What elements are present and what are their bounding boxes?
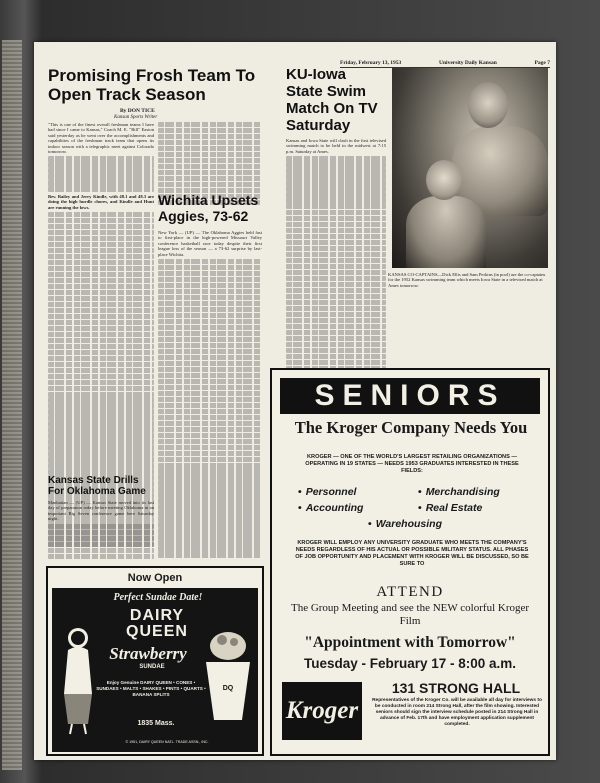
binder-strip bbox=[2, 40, 22, 770]
folio-page: Page 7 bbox=[534, 60, 550, 66]
folio-date: Friday, February 13, 1953 bbox=[340, 60, 402, 66]
kroger-headline: The Kroger Company Needs You bbox=[294, 418, 528, 437]
kroger-hall-note: Representatives of the Kroger Co. will be available all day for interviews to be conducted in room 214 Strong Hall, after the film showing. Interested seniors should sign the interview schedule posted in 214 Strong Hall in advance of Feb. 17th and have employment application supplement completed. bbox=[372, 698, 542, 727]
dq-menu: Enjoy Genuine DAIRY QUEEN • CONES • SUNDAES • MALTS • SHAKES • PINTS • QUARTS • BANANA SPLITS bbox=[96, 680, 206, 697]
newspaper-page bbox=[34, 42, 556, 760]
kroger-film-title: "Appointment with Tomorrow" bbox=[304, 634, 516, 651]
kroger-body-2: KROGER WILL EMPLOY ANY UNIVERSITY GRADUATE WHO MEETS THE COMPANY'S NEEDS REGARDLESS OF HIS ACTUAL OR POSSIBLE MILITARY STATUS. ALL PHASES OF JOB OPPORTUNITY AND PLACEMENT WITH KROGER WILL BE DISCUSSED, SO BE SURE TO bbox=[295, 540, 529, 567]
seniors-banner: SENIORS bbox=[280, 378, 540, 414]
dq-product: SUNDAE bbox=[139, 664, 165, 670]
dq-tagline: Perfect Sundae Date! bbox=[113, 592, 203, 603]
kstate-column bbox=[48, 500, 154, 560]
dq-flavor: Strawberry bbox=[109, 644, 187, 663]
frosh-subhead: Bev. Bailey and Jerry Kindle, with 48.1 and 48.3 are doing the high hurdle chores, and Kindle and Hunt are running the lows. bbox=[48, 193, 154, 210]
kuiowa-intro: Kansas and Iowa State will clash in the first televised swimming match to be held in the midwest at 7:15 p.m. Saturday at Ames. bbox=[286, 138, 386, 154]
field-warehousing: • Warehousing bbox=[368, 518, 442, 530]
kroger-attend: ATTEND bbox=[376, 584, 444, 600]
frosh-intro: "This is one of the finest overall freshman teams I have had since I came to Kansas," Coach M. E. "Bill" Easton said yesterday as he went over the accomplishments and capabilities of the freshman track team that opens its indoor season with a telegraphic meet against Colorado tomorrow. bbox=[48, 122, 154, 155]
photo-caption-text: KANSAS CO-CAPTAINS—Dick Ellis and Sam Perkins (in pool) are the co-captains for the 1952 Kansas swimming team which meets Iowa State in a televised match at Ames tomorrow. bbox=[388, 272, 546, 288]
svg-text:DQ: DQ bbox=[222, 685, 234, 692]
swimmers-photo bbox=[392, 68, 548, 268]
kstate-intro: Manhattan — (UP) — Kansas State moved into its last day of preparation today before meeting Oklahoma in an important Big Seven conference game here Saturday night. bbox=[48, 500, 154, 522]
folio-paper: University Daily Kansan bbox=[439, 60, 497, 66]
photo-caption bbox=[388, 272, 548, 290]
girl-illustration-icon bbox=[58, 624, 98, 736]
frosh-byline: By DON TICE bbox=[120, 108, 155, 114]
dq-ad-panel bbox=[52, 588, 258, 752]
dairy-queen-ad bbox=[46, 566, 264, 756]
dq-address: 1835 Mass. bbox=[137, 720, 175, 727]
frosh-byline-role: Kansan Sports Writer bbox=[114, 115, 158, 120]
kroger-meeting: The Group Meeting and see the NEW colorful Kroger Film bbox=[290, 602, 530, 627]
kroger-hall: 131 STRONG HALL bbox=[391, 680, 521, 696]
wichita-intro: New York — (UP) — The Oklahoma Aggies held fast to first-place in the high-powered Missouri Valley conference basketball race today despite their first league loss of the season — a 73-62 surprise by last-place Wichita. bbox=[158, 230, 262, 257]
field-accounting: • Accounting bbox=[298, 502, 363, 514]
kroger-fields bbox=[286, 484, 536, 538]
field-merchandising: • Merchandising bbox=[418, 486, 500, 498]
field-personnel: • Personnel bbox=[298, 486, 356, 498]
dq-now-open: Now Open bbox=[127, 572, 183, 584]
kroger-body: KROGER — ONE OF THE WORLD'S LARGEST RETAILING ORGANIZATIONS — OPERATING IN 19 STATES — NEEDS 1953 GRADUATES INTERESTED IN THESE FIELDS: bbox=[305, 454, 519, 474]
wichita-headline: Wichita Upsets Aggies, 73-62 bbox=[158, 192, 259, 224]
wichita-column bbox=[158, 230, 262, 558]
sundae-cup-icon bbox=[202, 628, 254, 728]
dq-brand: DAIRY QUEEN bbox=[126, 607, 188, 640]
kroger-date: Tuesday - February 17 - 8:00 a.m. bbox=[303, 656, 517, 671]
dq-copyright: © 1951, DAIRY QUEEN NATL. TRADE ASSN., INC. bbox=[125, 740, 209, 744]
frosh-headline: Promising Frosh Team To Open Track Season bbox=[48, 66, 256, 104]
kstate-headline: Kansas State Drills For Oklahoma Game bbox=[48, 475, 146, 497]
kuiowa-headline: KU-Iowa State Swim Match On TV Saturday bbox=[286, 66, 378, 134]
kroger-logo: Kroger bbox=[282, 682, 362, 740]
kroger-ad bbox=[270, 368, 550, 756]
field-real-estate: • Real Estate bbox=[418, 502, 482, 514]
